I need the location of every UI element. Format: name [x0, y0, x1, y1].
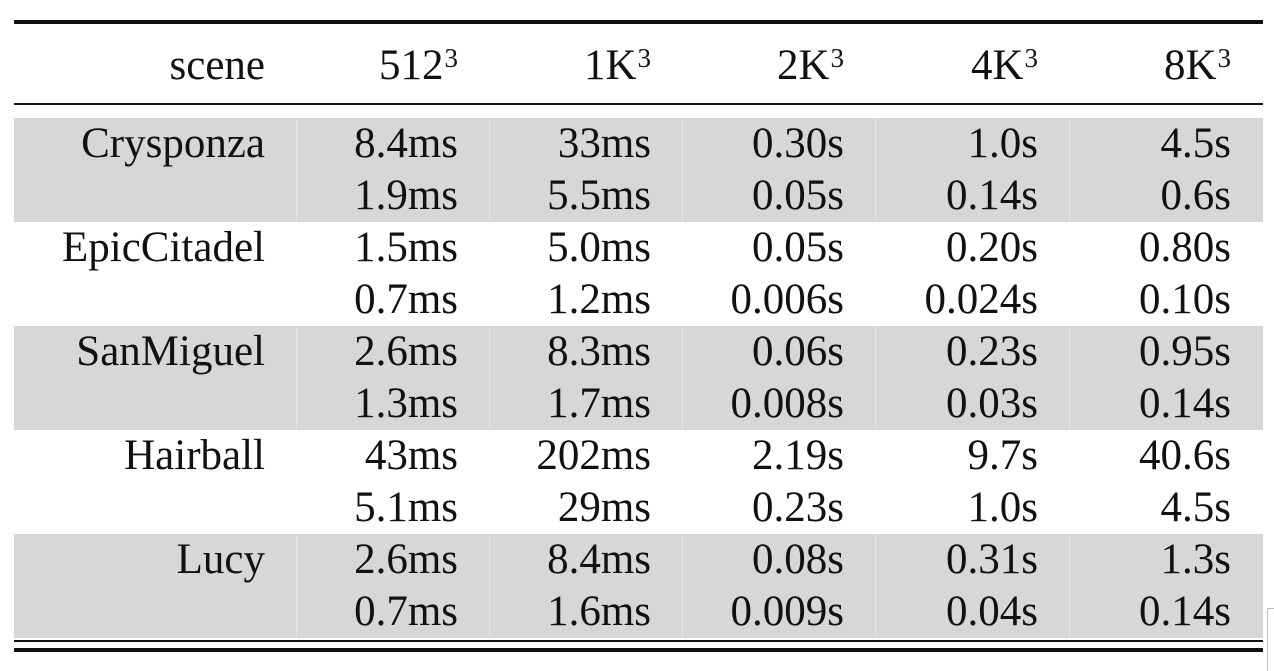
header-col-2k: $2K^3$: [776, 42, 844, 89]
table-cell: 0.04s: [946, 588, 1038, 635]
table-cell: 8.3ms: [547, 328, 651, 375]
table-row: [14, 482, 1263, 534]
table-cell: 33ms: [557, 120, 651, 167]
header-col-512: $512^3$: [379, 42, 458, 89]
table-cell: 0.23s: [752, 484, 844, 531]
table-cell: 5.1ms: [354, 484, 458, 531]
table-cell: 2.19s: [752, 432, 844, 479]
table-cell: 43ms: [364, 432, 458, 479]
table-cell: 0.06s: [752, 328, 844, 375]
table-cell: 0.03s: [946, 380, 1038, 427]
header-col-8k: $8K^3$: [1163, 42, 1231, 89]
table-cell: 1.0s: [967, 484, 1038, 531]
table-cell: 0.05s: [752, 224, 844, 271]
header-col-4k: $4K^3$: [970, 42, 1038, 89]
top-rule: [14, 20, 1263, 24]
table-row: [14, 586, 1263, 638]
table-cell: 0.80s: [1139, 224, 1231, 271]
scene-name: Hairball: [124, 432, 265, 479]
table-header: [14, 34, 1263, 98]
table-cell: 4.5s: [1160, 484, 1231, 531]
table-cell: 2.6ms: [354, 536, 458, 583]
table-cell: 0.08s: [752, 536, 844, 583]
table-cell: 2.6ms: [354, 328, 458, 375]
table-cell: 0.31s: [946, 536, 1038, 583]
table-row: [14, 534, 1263, 586]
table-cell: 9.7s: [967, 432, 1038, 479]
table-cell: 0.14s: [946, 172, 1038, 219]
table-cell: 0.6s: [1160, 172, 1231, 219]
table-cell: 1.2ms: [547, 276, 651, 323]
bottom-rule-thin: [14, 640, 1263, 642]
table-cell: 4.5s: [1160, 120, 1231, 167]
table-cell: 0.10s: [1139, 276, 1231, 323]
table-cell: 5.5ms: [547, 172, 651, 219]
table-cell: 29ms: [557, 484, 651, 531]
scene-name: EpicCitadel: [62, 224, 265, 271]
table-cell: 0.14s: [1139, 380, 1231, 427]
table-row: [14, 378, 1263, 430]
table-cell: 1.3ms: [354, 380, 458, 427]
table-cell: 40.6s: [1139, 432, 1231, 479]
table-cell: 0.20s: [946, 224, 1038, 271]
table-cell: 0.008s: [730, 380, 844, 427]
table-cell: 0.23s: [946, 328, 1038, 375]
table-cell: 0.7ms: [354, 588, 458, 635]
table-row: [14, 326, 1263, 378]
table-body: [14, 118, 1263, 638]
table-cell: 5.0ms: [547, 224, 651, 271]
table-row: [14, 274, 1263, 326]
table-cell: 1.9ms: [354, 172, 458, 219]
table-cell: 1.7ms: [547, 380, 651, 427]
table-cell: 1.3s: [1160, 536, 1231, 583]
header-col-1k: $1K^3$: [583, 42, 651, 89]
table-cell: 0.14s: [1139, 588, 1231, 635]
table-row: [14, 430, 1263, 482]
table-cell: 0.95s: [1139, 328, 1231, 375]
table-cell: 8.4ms: [547, 536, 651, 583]
table-cell: 0.30s: [752, 120, 844, 167]
scene-name: Lucy: [176, 536, 265, 583]
table-cell: 1.0s: [967, 120, 1038, 167]
table-cell: 0.009s: [730, 588, 844, 635]
header-scene: scene: [169, 42, 265, 89]
scene-name: Crysponza: [81, 120, 265, 167]
table-cell: 1.6ms: [547, 588, 651, 635]
table-cell: 1.5ms: [354, 224, 458, 271]
table-cell: 0.7ms: [354, 276, 458, 323]
page-corner-mark: [1267, 608, 1274, 671]
table-row: [14, 170, 1263, 222]
table-cell: 0.024s: [924, 276, 1038, 323]
table-cell: 8.4ms: [354, 120, 458, 167]
table-row: [14, 222, 1263, 274]
header-rule: [14, 103, 1263, 105]
bottom-rule-thick: [14, 648, 1263, 652]
table-cell: 0.006s: [730, 276, 844, 323]
table-cell: 0.05s: [752, 172, 844, 219]
scene-name: SanMiguel: [76, 328, 265, 375]
table-row: [14, 118, 1263, 170]
table-cell: 202ms: [536, 432, 651, 479]
